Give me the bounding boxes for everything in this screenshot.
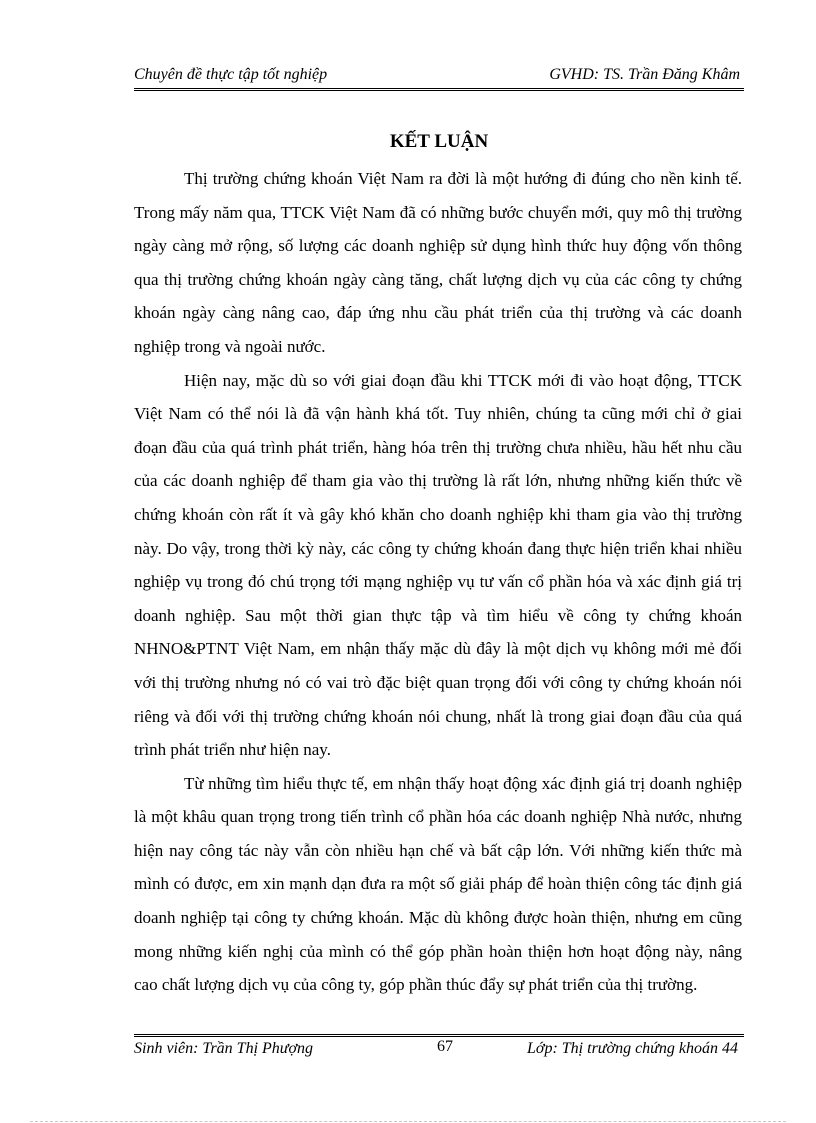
body-text bbox=[134, 162, 742, 1002]
page-header bbox=[134, 64, 744, 88]
page-title: KẾT LUẬN bbox=[389, 131, 489, 152]
footer-class: Lớp: Thị trường chứng khoán 44 bbox=[527, 1040, 738, 1057]
paragraph: Hiện nay, mặc dù so với giai đoạn đầu khi TTCK mới đi vào hoạt động, TTCK Việt Nam có thể nói là đã vận hành khá tốt. Tuy nhiên, chúng ta cũng mới chỉ ở giai đoạn đầu của quá trình phát triển, hàng hóa trên thị trường chưa nhiều, hầu hết nhu cầu của các doanh nghiệp để tham gia vào thị trường là rất lớn, nhưng những kiến thức về chứng khoán còn rất ít và gây khó khăn cho doanh nghiệp khi tham gia vào thị trường này. Do vậy, trong thời kỳ này, các công ty chứng khoán đang thực hiện triển khai nhiều nghiệp vụ trong đó chú trọng tới mạng nghiệp vụ tư vấn cổ phần hóa và xác định giá trị doanh nghiệp. Sau một thời gian thực tập và tìm hiểu về công ty chứng khoán NHNO&PTNT Việt Nam, em nhận thấy mặc dù đây là một dịch vụ không mới mẻ đối với thị trường nhưng nó có vai trò đặc biệt quan trọng đối với công ty chứng khoán nói riêng và đối với thị trường chứng khoán nói chung, nhất là trong giai đoạn đầu của quá trình phát triển như hiện nay. bbox=[134, 370, 742, 760]
page-number: 67 bbox=[437, 1038, 453, 1055]
paragraph: Từ những tìm hiểu thực tế, em nhận thấy hoạt động xác định giá trị doanh nghiệp là một khâu quan trọng trong tiến trình cổ phần hóa các doanh nghiệp Nhà nước, nhưng hiện nay công tác này vẫn còn nhiều hạn chế và bất cập lớn. Với những kiến thức mà mình có được, em xin mạnh dạn đưa ra một số giải pháp để hoàn thiện công tác định giá doanh nghiệp tại công ty chứng khoán. Mặc dù không được hoàn thiện, nhưng em cũng mong những kiến nghị của mình có thể góp phần hoàn thiện hơn hoạt động này, nâng cao chất lượng dịch vụ của công ty, góp phần thúc đẩy sự phát triển của thị trường. bbox=[134, 773, 742, 995]
paragraph: Thị trường chứng khoán Việt Nam ra đời là một hướng đi đúng cho nền kinh tế. Trong mấy năm qua, TTCK Việt Nam đã có những bước chuyển mới, quy mô thị trường ngày càng mở rộng, số lượng các doanh nghiệp sử dụng hình thức huy động vốn thông qua thị trường chứng khoán ngày càng tăng, chất lượng dịch vụ của các công ty chứng khoán ngày càng nâng cao, đáp ứng nhu cầu phát triển của thị trường và các doanh nghiệp trong và ngoài nước. bbox=[134, 169, 742, 356]
page-break-line bbox=[30, 1121, 786, 1122]
header-divider bbox=[134, 88, 744, 91]
footer-divider bbox=[134, 1034, 744, 1037]
footer-student-name: Sinh viên: Trần Thị Phượng bbox=[134, 1040, 314, 1057]
header-supervisor: GVHD: TS. Trần Đăng Khâm bbox=[549, 66, 740, 83]
header-course-title: Chuyên đề thực tập tốt nghiệp bbox=[134, 66, 328, 83]
page-footer bbox=[134, 1040, 744, 1062]
